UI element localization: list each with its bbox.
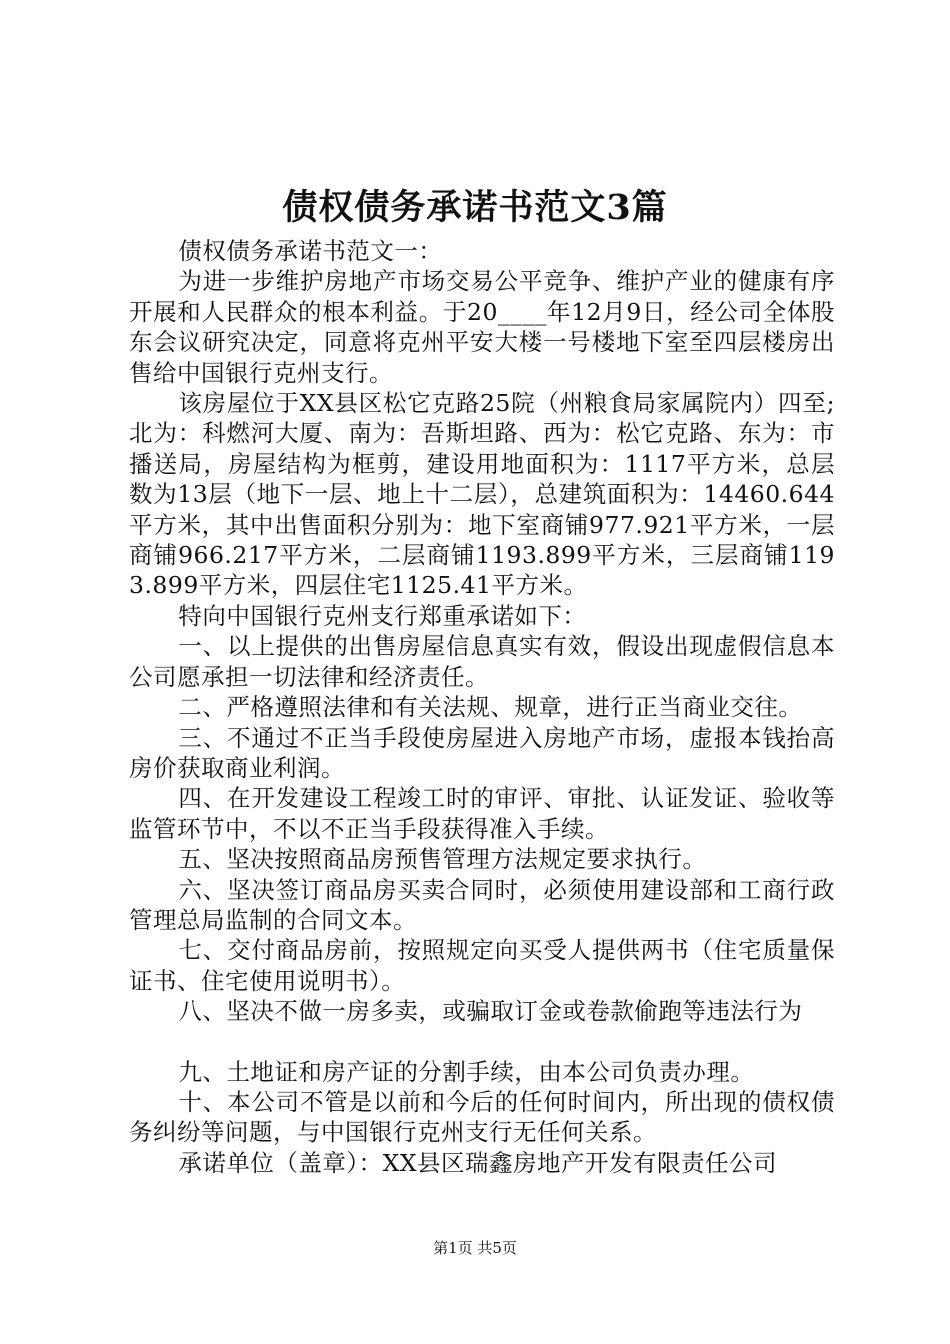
paragraph: 六、坚决签订商品房买卖合同时，必须使用建设部和工商行政管理总局监制的合同文本。 xyxy=(129,875,835,934)
paragraph: 九、土地证和房产证的分割手续，由本公司负责办理。 xyxy=(178,1057,755,1086)
paragraph: 五、坚决按照商品房预售管理方法规定要求执行。 xyxy=(178,845,707,874)
paragraph: 十、本公司不管是以前和今后的任何时间内，所出现的债权债务纠纷等问题，与中国银行克州支行无任何关系。 xyxy=(129,1087,835,1147)
paragraph: 八、坚决不做一房多卖，或骗取订金或卷款偷跑等违法行为 xyxy=(178,997,803,1026)
paragraph-heading: 债权债务承诺书范文一： xyxy=(178,237,443,265)
paragraph: 为进一步维护房地产市场交易公平竞争、维护产业的健康有序开展和人民群众的根本利益。于20____年12月9日，经公司全体股东会议研究决定，同意将克州平安大楼一号楼地下室至四层楼房出售给中国银行克州支行。 xyxy=(129,267,835,387)
paragraph: 七、交付商品房前，按照规定向买受人提供两书（住宅质量保证书、住宅使用说明书）。 xyxy=(129,936,835,995)
signature-line: 承诺单位（盖章）：XX县区瑞鑫房地产开发有限责任公司 xyxy=(178,1148,778,1177)
paragraph: 四、在开发建设工程竣工时的审评、审批、认证发证、验收等监管环节中，不以不正当手段获得准入手续。 xyxy=(129,784,835,843)
paragraph: 一、以上提供的出售房屋信息真实有效，假设出现虚假信息本公司愿承担一切法律和经济责任。 xyxy=(129,632,835,691)
document-title: 债权债务承诺书范文3篇 xyxy=(282,187,668,228)
paragraph: 三、不通过不正当手段使房屋进入房地产市场，虚报本钱抬高房价获取商业利润。 xyxy=(129,723,835,782)
document-body xyxy=(129,236,835,1178)
paragraph: 二、严格遵照法律和有关法规、规章，进行正当商业交往。 xyxy=(178,693,803,722)
paragraph: 该房屋位于XX县区松它克路25院（州粮食局家属院内）四至;北为：科燃河大厦、南为：吾斯坦路、西为：松它克路、东为：市播送局，房屋结构为框剪，建设用地面积为：1117平方米，总层数为13层（地下一层、地上十二层），总建筑面积为：14460.644平方米，其中出售面积分别为：地下室商铺977.921平方米，一层商铺966.217平方米，二层商铺1193.899平方米，三层商铺1193.899平方米，四层住宅1125.41平方米。 xyxy=(129,389,835,600)
paragraph: 特向中国银行克州支行郑重承诺如下： xyxy=(178,601,587,630)
page-number: 第1页 共5页 xyxy=(433,1239,517,1257)
